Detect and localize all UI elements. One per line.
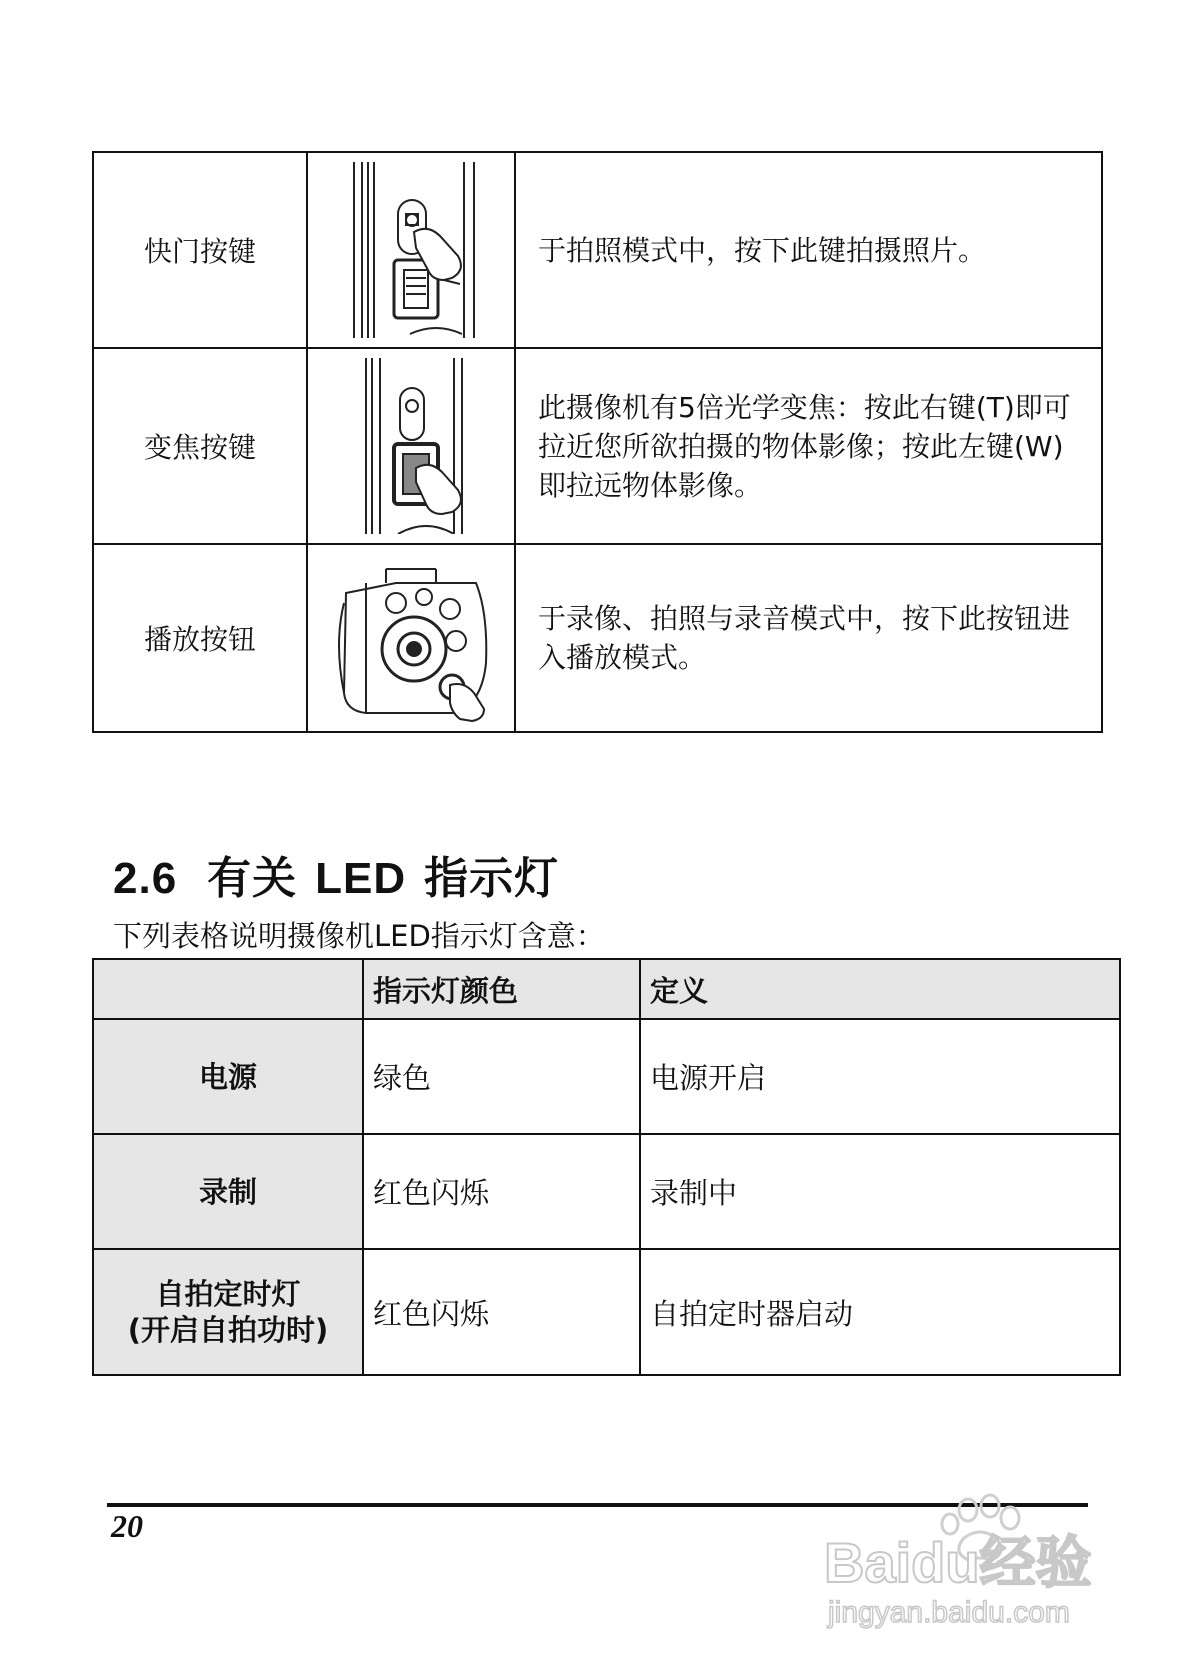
column-header: 定义: [640, 959, 1120, 1019]
zoom-button-icon: [336, 358, 486, 534]
table-row: [93, 1249, 1120, 1375]
section-title-word: 指示灯: [424, 854, 560, 903]
zoom-button-illustration: [307, 348, 515, 544]
shutter-button-icon: [336, 162, 486, 338]
row-label: [93, 1249, 363, 1375]
button-name: 快门按键: [93, 152, 307, 348]
button-description: 于录像、拍照与录音模式中，按下此按钮进入播放模式。: [515, 544, 1102, 732]
row-label: [93, 1134, 363, 1249]
playback-button-illustration: [307, 544, 515, 732]
led-color: 红色闪烁: [363, 1249, 640, 1375]
section-number: 2.6: [113, 854, 178, 903]
row-label-text: 录制: [198, 1174, 257, 1209]
led-meaning: 电源开启: [640, 1019, 1120, 1134]
section-title-word: 有关: [207, 854, 298, 903]
section-intro: 下列表格说明摄像机LED指示灯含意：: [113, 919, 605, 953]
table-row: [93, 544, 1102, 732]
column-header: [93, 959, 363, 1019]
section-title-word: LED: [315, 854, 407, 903]
column-header: 指示灯颜色: [363, 959, 640, 1019]
table-row: [93, 348, 1102, 544]
led-indicator-table: [92, 958, 1121, 1376]
baidu-watermark: [818, 1490, 1118, 1640]
section-heading: [113, 842, 559, 906]
table-row: [93, 152, 1102, 348]
watermark-brand: Baidu经验: [824, 1531, 1092, 1594]
shutter-button-illustration: [307, 152, 515, 348]
row-label-text: 电源: [198, 1059, 257, 1094]
button-description: 于拍照模式中，按下此键拍摄照片。: [515, 152, 1102, 348]
row-label-text: 自拍定时灯: [155, 1277, 301, 1311]
button-name: 变焦按键: [93, 348, 307, 544]
table-header-row: [93, 959, 1120, 1019]
button-name: 播放按钮: [93, 544, 307, 732]
led-color: 红色闪烁: [363, 1134, 640, 1249]
watermark-url: jingyan.baidu.com: [828, 1596, 1070, 1629]
page-number: 20: [111, 1508, 143, 1544]
led-meaning: 录制中: [640, 1134, 1120, 1249]
button-function-table: [92, 151, 1103, 733]
table-row: [93, 1019, 1120, 1134]
button-description: 此摄像机有5倍光学变焦：按此右键(T)即可拉近您所欲拍摄的物体影像；按此左键(W)即拉远物体影像。: [515, 348, 1102, 544]
table-row: [93, 1134, 1120, 1249]
playback-button-icon: [326, 553, 496, 723]
led-color: 绿色: [363, 1019, 640, 1134]
led-meaning: 自拍定时器启动: [640, 1249, 1120, 1375]
row-label-subtext: (开启自拍功时): [127, 1313, 329, 1347]
row-label: [93, 1019, 363, 1134]
